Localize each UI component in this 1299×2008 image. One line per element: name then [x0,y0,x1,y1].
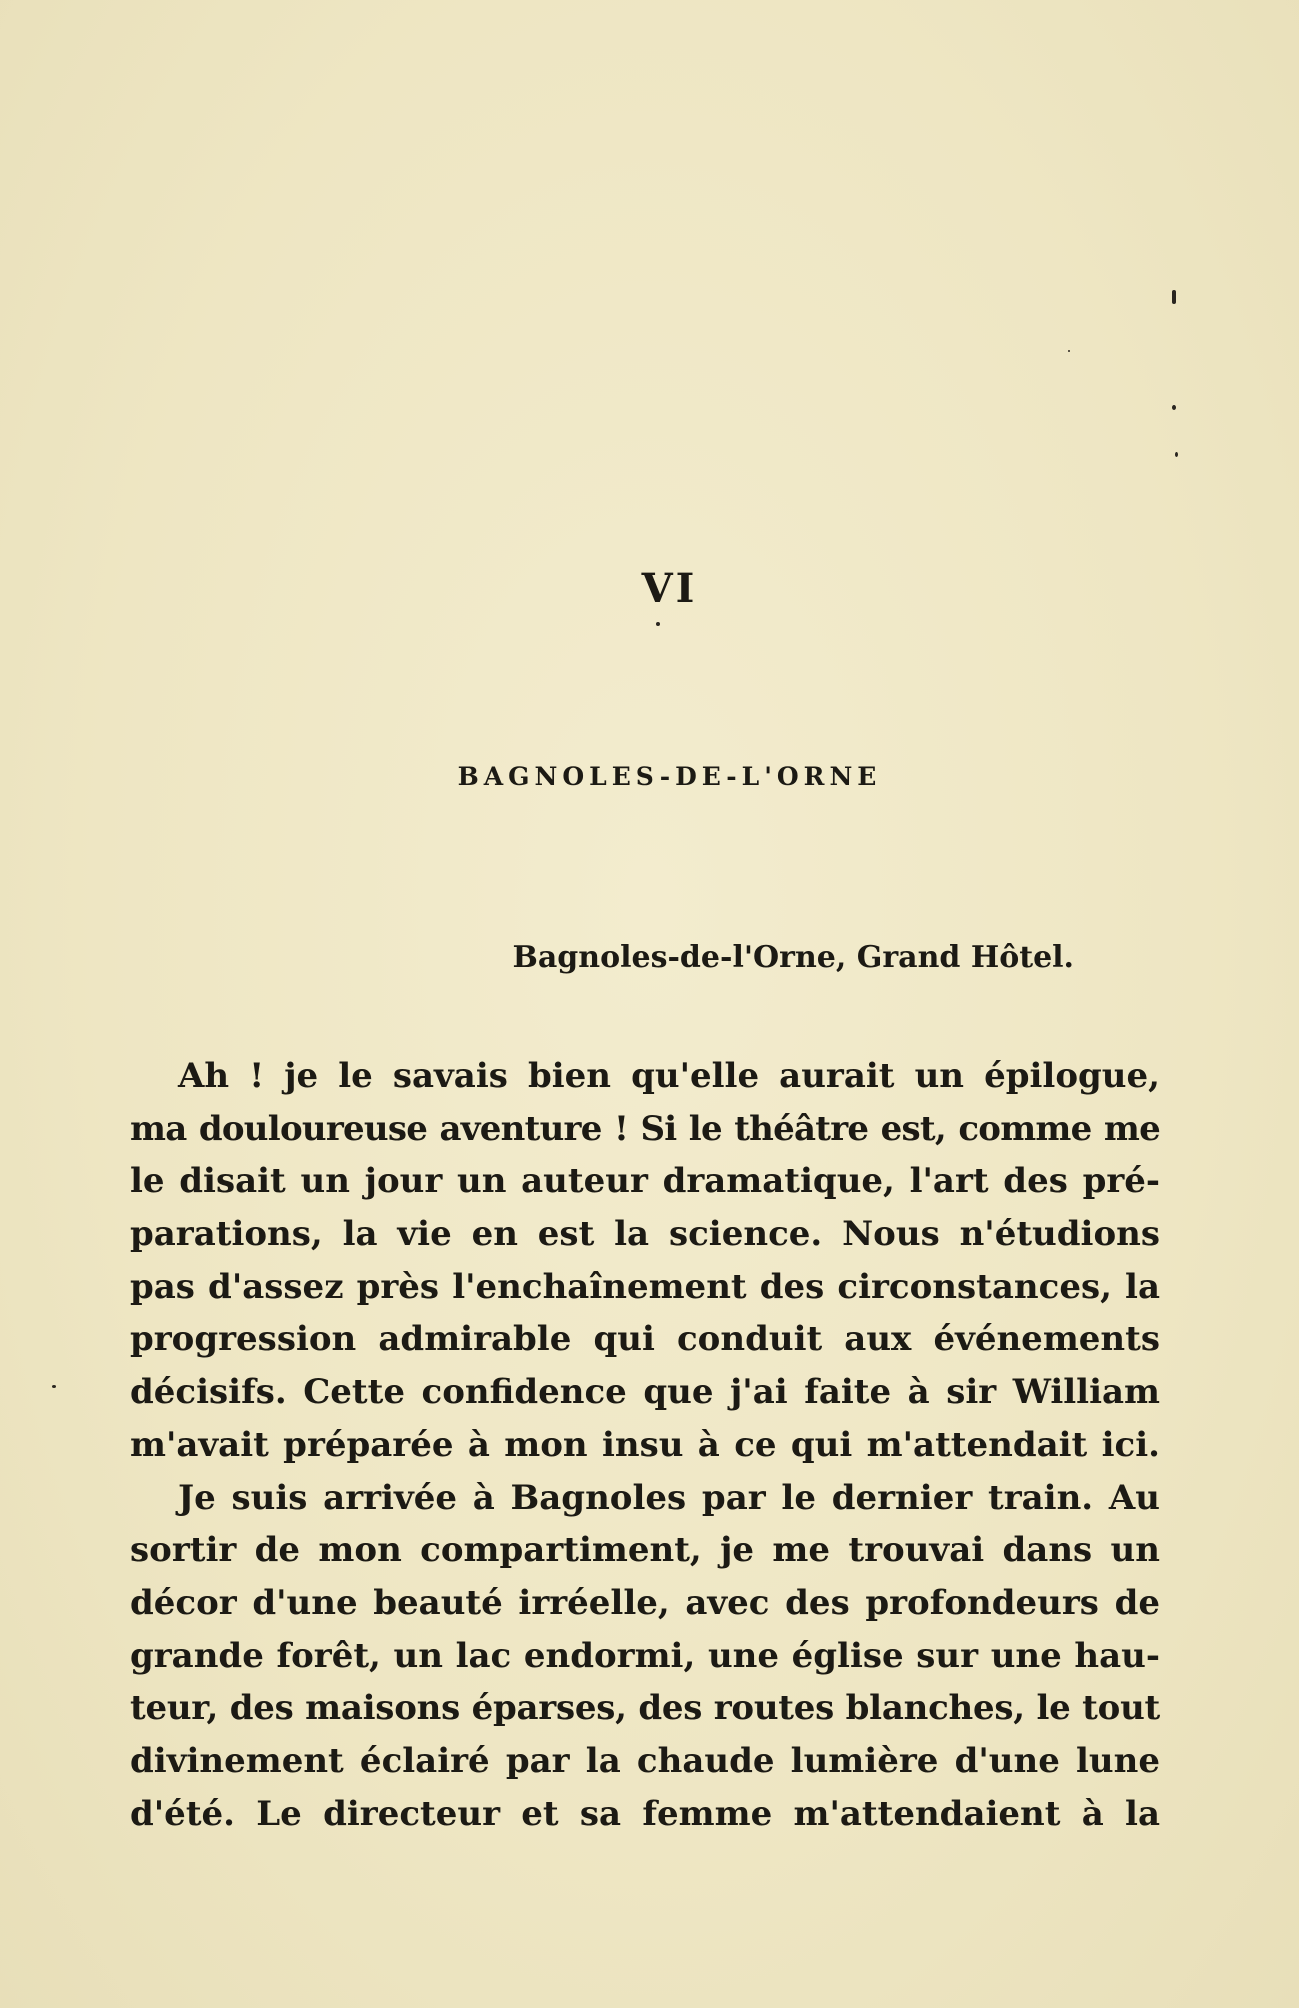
text-line: décor d'une beauté irréelle, avec des profondeurs de [130,1582,1160,1623]
text-line: d'été. Le directeur et sa femme m'attendaient à la [130,1793,1160,1834]
paper-speck [656,622,660,626]
letter-dateline: Bagnoles-de-l'Orne, Grand Hôtel. [512,940,1074,975]
text-line: teur, des maisons éparses, des routes blanches, le tout [130,1688,1160,1729]
text-line: ma douloureuse aventure ! Si le théâtre est, comme me [130,1108,1160,1149]
chapter-number: VI [641,565,698,612]
paper-speck [1175,452,1178,457]
text-line: divinement éclairé par la chaude lumière d'une lune [130,1740,1160,1781]
text-line: Je suis arrivée à Bagnoles par le dernier train. Au [178,1477,1160,1518]
paper-speck [52,1385,56,1388]
text-line: progression admirable qui conduit aux événements [130,1319,1160,1360]
text-line: sortir de mon compartiment, je me trouvai dans un [130,1530,1160,1571]
paper-speck [1172,405,1176,410]
text-line: le disait un jour un auteur dramatique, l'art des pré- [130,1161,1160,1202]
body-text [130,1050,1160,1840]
paper-speck [1068,350,1070,352]
text-line: grande forêt, un lac endormi, une église sur une hau- [130,1635,1160,1676]
paper-speck [1172,290,1176,304]
text-line: m'avait préparée à mon insu à ce qui m'attendait ici. [130,1424,1160,1465]
text-line: décisifs. Cette confidence que j'ai faite à sir William [130,1372,1160,1413]
text-line: parations, la vie en est la science. Nous n'étudions [130,1214,1160,1255]
text-line: pas d'assez près l'enchaînement des circonstances, la [130,1266,1160,1307]
chapter-title: BAGNOLES-DE-L'ORNE [457,762,882,791]
text-line: Ah ! je le savais bien qu'elle aurait un épilogue, [178,1056,1160,1096]
